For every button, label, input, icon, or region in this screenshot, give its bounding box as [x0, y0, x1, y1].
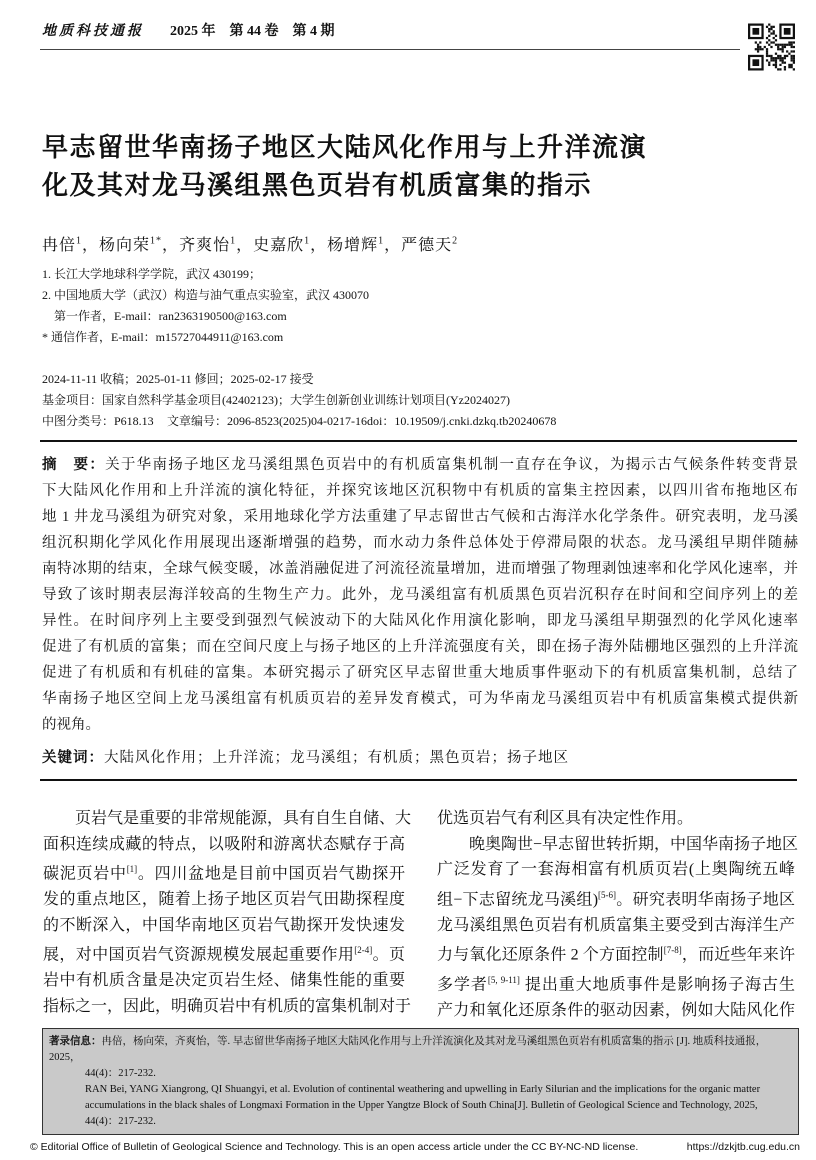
author — [179, 237, 236, 254]
abstract-line — [42, 530, 798, 556]
author — [42, 237, 82, 254]
license-text: © Editorial Office of Bulletin of Geological Science and Technology. This is an open access article under the CC BY-NC-ND license. — [30, 1141, 639, 1153]
abstract-text: 异性。在时间序列上主要受到强烈气候波动下的大陆风化作用演化影响，即龙马溪组早期强烈的化学风化速率 — [42, 613, 798, 629]
abstract-line — [42, 660, 798, 686]
body-line — [43, 832, 405, 858]
abstract-line: 的视角。 — [42, 717, 100, 733]
abstract-text: 南特冰期的结束，全球气候变暖，冰盖消融促进了河流径流量增加，进而增强了物理剥蚀速率和化学风化速率，并 — [42, 561, 798, 577]
abstract-text: 关于华南扬子地区龙马溪组黑色页岩中的有机质富集机制一直存在争议，为揭示古气候条件转变背景 — [105, 457, 798, 473]
abstract-text: 导致了该时期表层海洋较高的生物生产力。此外，龙马溪组富有机质黑色页岩沉积存在时间和空间序列上的差 — [42, 587, 798, 603]
abstract-text: 下大陆风化作用和上升洋流的演化特征，并探究该地区沉积物中有机质的富集主控因素，以四川省布拖地区布 — [42, 483, 798, 499]
reference-mark[interactable]: [2-4] — [354, 945, 373, 956]
author-name: 杨增辉 — [327, 237, 379, 254]
qr-code-icon — [748, 22, 795, 72]
separator: ， — [236, 237, 254, 254]
author-affiliation-mark: 2 — [452, 235, 459, 247]
author-name: 杨向荣 — [99, 237, 151, 254]
body-line — [43, 938, 405, 968]
body-text: 多学者 — [437, 976, 488, 994]
reference-mark[interactable]: [7-8] — [663, 945, 682, 956]
body-text: 。研究表明华南扬子地区 — [616, 891, 795, 909]
abstract-line — [42, 504, 798, 530]
clc-number: 中图分类号：P618.13 — [42, 414, 154, 428]
abstract-text: 促进了有机质的富集；而在空间尺度上与扬子地区的上升洋流强度有关，即在扬子海外陆棚地区强烈的上升洋流 — [42, 639, 798, 655]
divider — [40, 779, 797, 781]
abstract-text: 促进了有机质和有机硅的富集。本研究揭示了研究区早志留世重大地质事件驱动下的有机质富集机制，总结了 — [42, 665, 798, 681]
abstract-text: 组沉积期化学风化作用展现出逐渐增强的趋势，而水动力条件总体处于停滞局限的状态。龙马溪组早期伴随赫 — [42, 535, 798, 551]
author — [401, 237, 458, 254]
journal-name: 地质科技通报 — [42, 24, 144, 39]
author — [99, 237, 162, 254]
citation-box — [42, 1028, 799, 1135]
separator: ， — [162, 237, 180, 254]
author-name: 严德天 — [401, 237, 453, 254]
abstract-text: 地 1 井龙马溪组为研究对象，采用地球化学方法重建了早志留世古气候和古海洋水化学条件。研究表明，龙马溪 — [42, 509, 798, 525]
abstract — [42, 452, 798, 738]
corresponding-author-email: * 通信作者，E-mail：m15727044911@163.com — [42, 330, 284, 344]
body-line — [437, 857, 795, 883]
author-name: 冉倍 — [42, 237, 77, 254]
article-title — [42, 128, 647, 204]
body-line — [43, 857, 405, 887]
author-name: 齐爽怡 — [179, 237, 231, 254]
affiliation: 1. 长江大学地球科学学院，武汉 430199； — [42, 267, 262, 281]
abstract-line — [42, 478, 798, 504]
author — [327, 237, 384, 254]
fund: 基金项目：国家自然科学基金项目(42402123)；大学生创新创业训练计划项目(Yz2024027) — [42, 393, 510, 407]
author-affiliation-mark: 1 — [304, 235, 311, 247]
body-text: 面积连续成藏的特点，以吸附和游离状态赋存于高 — [43, 835, 405, 853]
body-line — [437, 832, 799, 858]
running-header — [42, 20, 335, 40]
body-text: 龙马溪组黑色页岩有机质富集主要受到古海洋生产 — [437, 916, 795, 934]
citation-en: RAN Bei, YANG Xiangrong, QI Shuangyi, et al. Evolution of continental weathering and upwelling in Early Silurian and the implications for the organic matter — [85, 1084, 761, 1095]
body-text: 的不断深入，中国华南地区页岩气勘探开发快速发 — [43, 916, 405, 934]
keywords-text: 大陆风化作用；上升洋流；龙马溪组；有机质；黑色页岩；扬子地区 — [104, 750, 569, 766]
dates: 2024-11-11 收稿；2025-01-11 修回；2025-02-17 接受 — [42, 372, 314, 386]
body-line — [437, 998, 795, 1024]
bottom-area — [30, 1028, 800, 1154]
body-line — [43, 806, 412, 832]
title-line: 早志留世华南扬子地区大陆风化作用与上升洋流演 — [42, 132, 648, 162]
abstract-label: 摘 要： — [42, 457, 106, 473]
first-author-email: 第一作者，E-mail：ran2363190500@163.com — [42, 309, 287, 323]
citation-en-cont: accumulations in the black shales of Longmaxi Formation in the Upper Yangtze Block of South China[J]. Bulletin of Geological Science and Technology, 2025, — [85, 1100, 758, 1111]
affiliation: 2. 中国地质大学（武汉）构造与油气重点实验室，武汉 430070 — [42, 288, 370, 302]
divider — [40, 440, 797, 442]
journal-url[interactable]: https://dzkjtb.cug.edu.cn — [686, 1141, 800, 1153]
abstract-line — [42, 582, 798, 608]
abstract-line — [42, 452, 798, 478]
citation-en-cont: 44(4)：217-232. — [85, 1116, 156, 1127]
reference-mark[interactable]: [5, 9-11] — [487, 975, 520, 986]
abstract-text: 华南扬子地区空间上龙马溪组富有机质页岩的差异发育模式，可为华南龙马溪组页岩中有机质富集模式提供新 — [42, 691, 798, 707]
reference-mark[interactable]: [1] — [126, 864, 138, 875]
reference-mark[interactable]: [5-6] — [598, 889, 617, 900]
body-text: 发的重点地区，随着上扬子地区页岩气田勘探程度 — [43, 891, 405, 909]
body-text: 。页 — [372, 946, 405, 964]
body-line — [43, 913, 405, 939]
body-text: 页岩气是重要的非常规能源，具有自生自储、大 — [43, 810, 412, 827]
title-line: 化及其对龙马溪组黑色页岩有机质富集的指示 — [42, 170, 593, 200]
body-text: 。四川盆地是目前中国页岩气勘探开 — [137, 865, 405, 883]
body-text: 指标之一，因此，明确页岩中有机质的富集机制对于 — [43, 997, 412, 1015]
body-line — [437, 913, 795, 939]
abstract-line — [42, 686, 798, 712]
body-text: 优选页岩气有利区具有决定性作用。 — [437, 810, 694, 827]
classification — [42, 411, 556, 432]
citation-label: 著录信息： — [49, 1035, 102, 1047]
citation-cn: 冉倍，杨向荣，齐爽怡，等. 早志留世华南扬子地区大陆风化作用与上升洋流演化及其对龙马溪组黑色页岩有机质富集的指示 [J]. 地质科技通报，2025， — [49, 1036, 767, 1063]
body-text: 广泛发育了一套海相富有机质页岩(上奥陶统五峰 — [437, 861, 795, 879]
body-line — [43, 968, 405, 994]
body-text: 晚奥陶世−早志留世转折期，中国华南扬子地区 — [437, 835, 799, 853]
author-affiliation-mark: 1* — [150, 235, 163, 247]
separator: ， — [384, 237, 402, 254]
body-text: ，而近些年来许 — [681, 946, 795, 964]
article-number: 文章编号：2096-8523(2025)04-0217-16 — [167, 414, 367, 428]
footer — [30, 1141, 800, 1154]
body-line — [437, 938, 795, 968]
header-rule — [40, 49, 740, 50]
keywords-label: 关键词： — [42, 750, 104, 766]
body-line — [43, 887, 405, 913]
body-column-right — [437, 806, 799, 1024]
abstract-line — [42, 608, 798, 634]
body-line — [43, 994, 412, 1020]
body-text: 碳泥页岩中 — [43, 865, 127, 883]
body-line — [437, 968, 795, 998]
separator: ， — [310, 237, 328, 254]
body-text: 展，对中国页岩气资源规模发展起重要作用 — [43, 946, 355, 964]
author-affiliation-mark: 1 — [378, 235, 385, 247]
abstract-line — [42, 556, 798, 582]
citation-cn-cont: 44(4)：217-232. — [85, 1068, 156, 1079]
body-line — [437, 806, 795, 832]
author-name: 史嘉欣 — [253, 237, 305, 254]
body-text: 提出重大地质事件是影响扬子海古生 — [519, 976, 795, 994]
body-text: 力与氧化还原条件 2 个方面控制 — [437, 946, 664, 964]
author-affiliation-mark: 1 — [76, 235, 83, 247]
keywords — [42, 748, 569, 768]
body-line — [437, 883, 795, 913]
body-text: 产力和氧化还原条件的驱动因素，例如大陆风化作 — [437, 1002, 795, 1020]
body-text: 组−下志留统龙马溪组) — [437, 891, 599, 909]
author — [253, 237, 310, 254]
body-text: 岩中有机质含量是决定页岩生烃、储集性能的重要 — [43, 972, 405, 990]
doi: doi：10.19509/j.cnki.dzkq.tb20240678 — [367, 414, 557, 428]
separator: ， — [82, 237, 100, 254]
author-affiliation-mark: 1 — [230, 235, 237, 247]
abstract-line — [42, 634, 798, 660]
body-column-left — [43, 806, 412, 1019]
issue-info: 2025 年 第 44 卷 第 4 期 — [170, 24, 335, 39]
author-list — [42, 232, 458, 255]
